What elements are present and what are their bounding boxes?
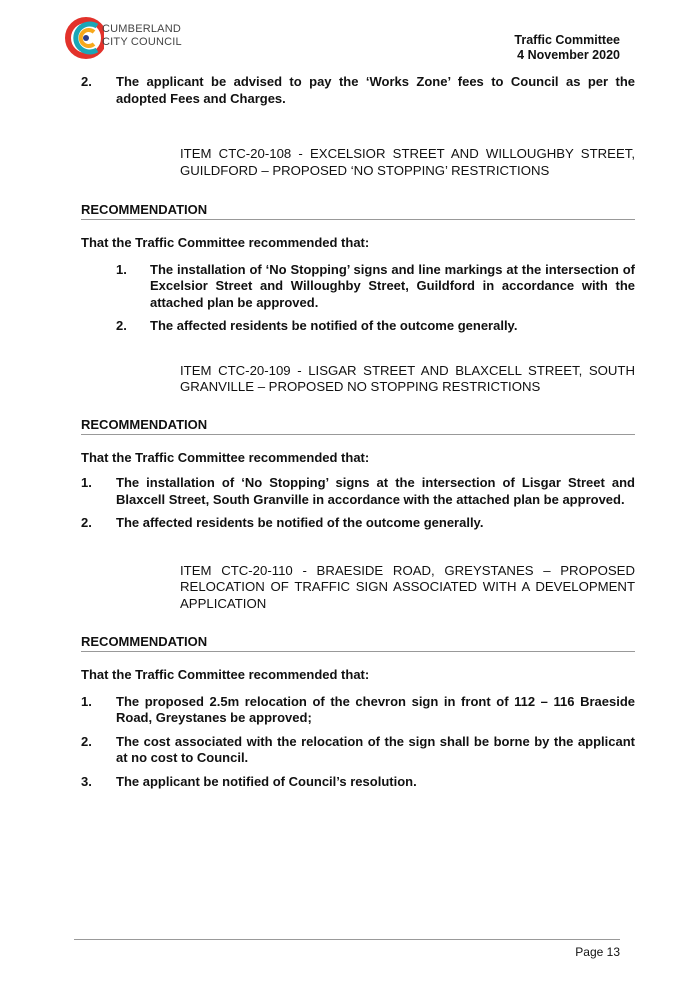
point-text: The affected residents be notified of the outcome generally.	[116, 515, 484, 530]
list-item	[116, 262, 635, 312]
point-text: The installation of ‘No Stopping’ signs at the intersection of Lisgar Street and Blaxcell Street, South Granville in accordance with the attached plan be approved.	[116, 475, 635, 507]
item-title: ITEM CTC-20-109 - LISGAR STREET AND BLAXCELL STREET, SOUTH GRANVILLE – PROPOSED NO STOPPING RESTRICTIONS	[180, 362, 635, 394]
list-item	[116, 318, 635, 335]
point-number: 1.	[81, 475, 92, 490]
recommendation-list	[116, 262, 635, 335]
list-item	[81, 694, 635, 727]
footer-divider	[74, 939, 620, 940]
council-logo-icon	[64, 10, 104, 68]
point-text: The installation of ‘No Stopping’ signs and line markings at the intersection of Excelsior Street and Willoughby Street, Guildford in accordance with the attached plan be approved.	[150, 261, 635, 310]
point-number: 2.	[116, 318, 127, 333]
recommendation-heading: RECOMMENDATION	[81, 634, 635, 652]
point-number: 1.	[116, 261, 127, 277]
point-number: 1.	[81, 693, 92, 709]
intro-point	[81, 74, 635, 107]
point-number: 2.	[81, 515, 92, 530]
header-committee: Traffic Committee	[514, 33, 620, 47]
council-logo	[64, 10, 204, 68]
point-text: The affected residents be notified of the outcome generally.	[150, 318, 518, 333]
header-date: 4 November 2020	[517, 48, 620, 62]
list-item	[81, 774, 635, 791]
logo-wordmark	[102, 23, 182, 49]
recommendation-lead: That the Traffic Committee recommended that:	[81, 667, 370, 682]
item-title: ITEM CTC-20-108 - EXCELSIOR STREET AND WILLOUGHBY STREET, GUILDFORD – PROPOSED ‘NO STOPPING’ RESTRICTIONS	[180, 146, 635, 178]
point-text: The cost associated with the relocation of the sign shall be borne by the applicant at no cost to Council.	[116, 733, 635, 765]
list-item	[81, 734, 635, 767]
point-number: 2.	[81, 733, 92, 749]
logo-line-1: CUMBERLAND	[102, 23, 182, 35]
recommendation-list	[81, 475, 635, 532]
recommendation-heading: RECOMMENDATION	[81, 417, 635, 435]
recommendation-list	[81, 694, 635, 791]
logo-line-2: CITY COUNCIL	[102, 36, 182, 48]
item-title: ITEM CTC-20-110 - BRAESIDE ROAD, GREYSTANES – PROPOSED RELOCATION OF TRAFFIC SIGN ASSOCIATED WITH A DEVELOPMENT APPLICATION	[180, 562, 635, 611]
recommendation-lead: That the Traffic Committee recommended that:	[81, 449, 370, 465]
point-number: 3.	[81, 773, 92, 789]
recommendation-lead: That the Traffic Committee recommended that:	[81, 235, 370, 250]
point-number: 2.	[81, 74, 92, 89]
point-text: The applicant be advised to pay the ‘Works Zone’ fees to Council as per the adopted Fees and Charges.	[116, 74, 635, 106]
page-number: Page 13	[575, 945, 620, 959]
document-body	[81, 74, 635, 790]
recommendation-heading: RECOMMENDATION	[81, 202, 635, 220]
page-header	[514, 33, 620, 63]
point-text: The proposed 2.5m relocation of the chevron sign in front of 112 – 116 Braeside Road, Greystanes be approved;	[116, 693, 635, 725]
list-item	[81, 515, 635, 532]
list-item	[81, 475, 635, 508]
point-text: The applicant be notified of Council’s resolution.	[116, 773, 417, 789]
